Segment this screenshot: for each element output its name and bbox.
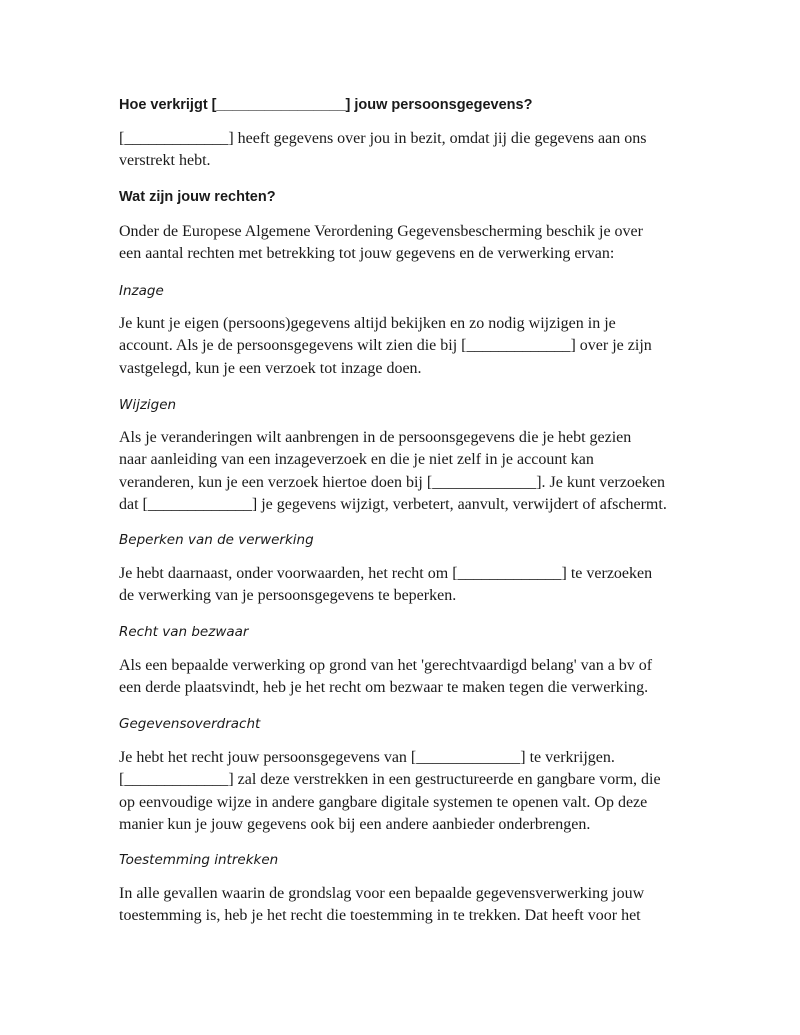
section-body-inzage	[119, 313, 689, 380]
section-body-beperken	[119, 563, 689, 608]
paragraph-line: vastgelegd, kun je een verzoek tot inzage doen.	[119, 359, 422, 377]
section-title-beperken: Beperken van de verwerking	[119, 532, 314, 548]
paragraph-line: Je hebt daarnaast, onder voorwaarden, het recht om [_____________] te verzoeken	[119, 565, 653, 582]
paragraph-line: account. Als je de persoonsgegevens wilt zien die bij [_____________] over je zijn	[119, 337, 652, 355]
paragraph-line: Als een bepaalde verwerking op grond van het 'gerechtvaardigd belang' van a bv of	[119, 657, 653, 674]
paragraph-line: op eenvoudige wijze in andere gangbare digitale systemen te openen valt. Op deze	[119, 793, 648, 811]
paragraph-line: [_____________] zal deze verstrekken in een gestructureerde en gangbare vorm, die	[119, 771, 661, 789]
section-body-toestemming	[119, 883, 689, 928]
paragraph-line: dat [_____________] je gegevens wijzigt, verbetert, aanvult, verwijdert of afschermt.	[119, 495, 667, 513]
section-title-overdracht: Gegevensoverdracht	[119, 716, 261, 732]
section-title-toestemming: Toestemming intrekken	[119, 852, 279, 868]
paragraph-line: een derde plaatsvindt, heb je het recht om bezwaar te maken tegen die verwerking.	[119, 679, 649, 697]
paragraph-line: Je kunt je eigen (persoons)gegevens altijd bekijken en zo nodig wijzigen in je	[119, 315, 616, 332]
paragraph-line: toestemming is, heb je het recht die toestemming in te trekken. Dat heeft voor het	[119, 907, 641, 925]
heading-your-rights: Wat zijn jouw rechten?	[119, 189, 276, 205]
section-body-wijzigen	[119, 427, 689, 516]
paragraph-line: Je hebt het recht jouw persoonsgegevens van [_____________] te verkrijgen.	[119, 749, 615, 766]
paragraph-line: een aantal rechten met betrekking tot jouw gegevens en de verwerking ervan:	[119, 245, 615, 263]
section-title-inzage: Inzage	[119, 283, 164, 299]
section-title-wijzigen: Wijzigen	[119, 397, 177, 413]
paragraph-line: [_____________] heeft gegevens over jou in bezit, omdat jij die gegevens aan ons	[119, 130, 647, 147]
paragraph-possession	[119, 128, 689, 173]
paragraph-line: Als je veranderingen wilt aanbrengen in de persoonsgegevens die je hebt gezien	[119, 429, 632, 446]
section-title-bezwaar: Recht van bezwaar	[119, 624, 249, 640]
paragraph-line: In alle gevallen waarin de grondslag voor een bepaalde gegevensverwerking jouw	[119, 885, 645, 902]
section-body-bezwaar	[119, 655, 689, 700]
heading-how-obtained: Hoe verkrijgt [________________] jouw persoonsgegevens?	[119, 97, 533, 113]
paragraph-line: naar aanleiding van een inzageverzoek en die je niet zelf in je account kan	[119, 451, 594, 469]
paragraph-line: manier kun je jouw gegevens ook bij een andere aanbieder onderbrengen.	[119, 815, 591, 833]
paragraph-line: Onder de Europese Algemene Verordening Gegevensbescherming beschik je over	[119, 223, 643, 240]
paragraph-line: veranderen, kun je een verzoek hiertoe doen bij [_____________]. Je kunt verzoeken	[119, 473, 666, 491]
section-body-overdracht	[119, 747, 689, 836]
paragraph-gdpr-intro	[119, 221, 689, 266]
paragraph-line: verstrekt hebt.	[119, 152, 211, 170]
paragraph-line: de verwerking van je persoonsgegevens te beperken.	[119, 587, 457, 605]
